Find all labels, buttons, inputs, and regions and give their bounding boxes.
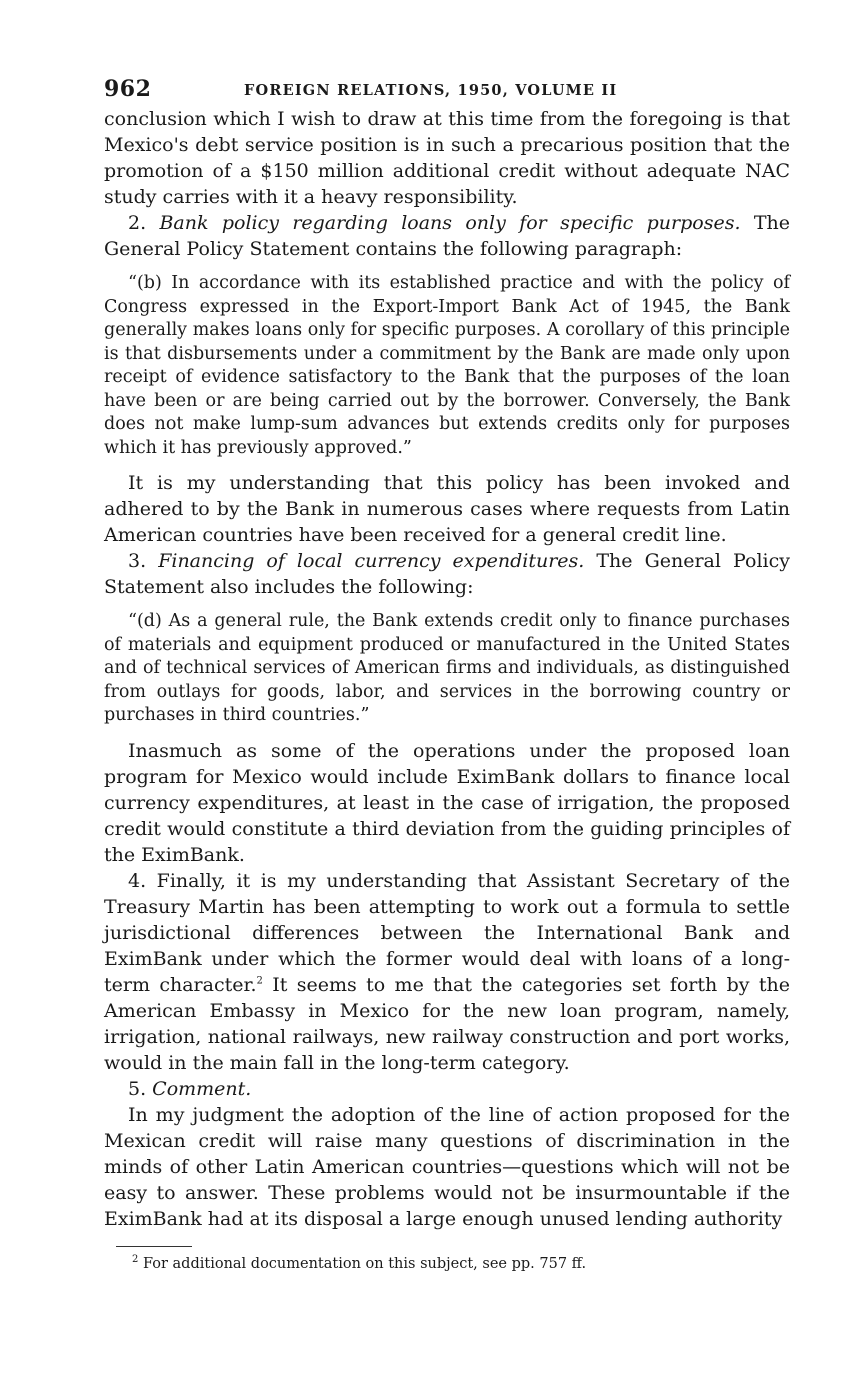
paragraph-text: 4. Finally, it is my understanding that Assistant Secretary of the Treasury Martin has been attempting to work out a formula to settle jurisdictional differences between the International Bank and EximBank under which the former would deal with loans of a long-term character. bbox=[104, 869, 790, 996]
section-number: 3. bbox=[128, 550, 159, 572]
section-title-local-currency: Financing of local currency expenditures. bbox=[158, 550, 585, 572]
paragraph-text: The General Policy Statement also includes the following: bbox=[104, 550, 790, 598]
paragraph-finally bbox=[104, 868, 790, 1076]
quote-label: “(b) bbox=[128, 273, 162, 293]
section-title-bank-policy: Bank policy regarding loans only for specific purposes. bbox=[159, 212, 741, 234]
footnote-text: For additional documentation on this subject, see pp. 757 ff. bbox=[138, 1255, 587, 1272]
paragraph-inasmuch: Inasmuch as some of the operations under the proposed loan program for Mexico would include EximBank dollars to finance local currency expenditures, at least in the case of irrigation, the proposed credit would constitute a third deviation from the guiding principles of the EximBank. bbox=[104, 739, 790, 866]
footnote bbox=[104, 1253, 790, 1275]
quotation-b bbox=[104, 272, 790, 460]
footnote-mark: 2 bbox=[132, 1253, 139, 1265]
paragraph-comment-heading bbox=[104, 1076, 790, 1102]
paragraph-judgment: In my judgment the adoption of the line of action proposed for the Mexican credit will raise many questions of discrimination in the minds of other Latin American countries—questions which will not be easy to answer. These problems would not be insurmountable if the EximBank had at its disposal a large enough unused lending authority bbox=[104, 1103, 790, 1230]
footnote-divider bbox=[116, 1246, 192, 1247]
quote-label: “(d) bbox=[128, 611, 162, 631]
paragraph-text: It seems to me that the categories set forth by the American Embassy in Mexico for the new loan program, namely, irrigation, national railways, new railway construction and port works, would in the main fall in the long-term category. bbox=[104, 973, 790, 1074]
section-number: 2. bbox=[128, 212, 160, 234]
quote-text: In accordance with its established practice and with the policy of Congress expressed in the Export-Import Bank Act of 1945, the Bank generally makes loans only for specific purposes. A corollary of this principle is that disbursements under a commitment by the Bank are made only upon receipt of evidence satisfactory to the Bank that the purposes of the loan have been or are being carried out by the borrower. Conversely, the Bank does not make lump-sum advances but extends credits only for purposes which it has previously approved.” bbox=[104, 273, 790, 458]
page-number: 962 bbox=[104, 76, 152, 102]
paragraph-text: The General Policy Statement contains the following paragraph: bbox=[104, 212, 790, 260]
document-page bbox=[104, 72, 790, 1275]
running-head: FOREIGN RELATIONS, 1950, VOLUME II bbox=[244, 82, 618, 99]
paragraph-conclusion: conclusion which I wish to draw at this time from the foregoing is that Mexico's debt service position is in such a precarious position that the promotion of a $150 million additional credit without adequate NAC study carries with it a heavy responsibility. bbox=[104, 108, 790, 208]
quotation-d bbox=[104, 610, 790, 728]
quote-text: As a general rule, the Bank extends credit only to finance purchases of materials and equipment produced or manufactured in the United States and of technical services of American firms and individuals, as distinguished from outlays for goods, labor, and services in the borrowing country or purchases in third countries.” bbox=[104, 611, 790, 725]
page-header bbox=[104, 72, 790, 106]
section-title-comment: Comment. bbox=[152, 1077, 252, 1100]
section-number: 5. bbox=[128, 1077, 153, 1100]
footnote-reference[interactable]: 2 bbox=[256, 975, 263, 987]
paragraph-local-currency bbox=[104, 548, 790, 600]
paragraph-bank-policy bbox=[104, 210, 790, 262]
paragraph-policy-invoked: It is my understanding that this policy has been invoked and adhered to by the Bank in numerous cases where requests from Latin American countries have been received for a general credit line. bbox=[104, 472, 790, 546]
